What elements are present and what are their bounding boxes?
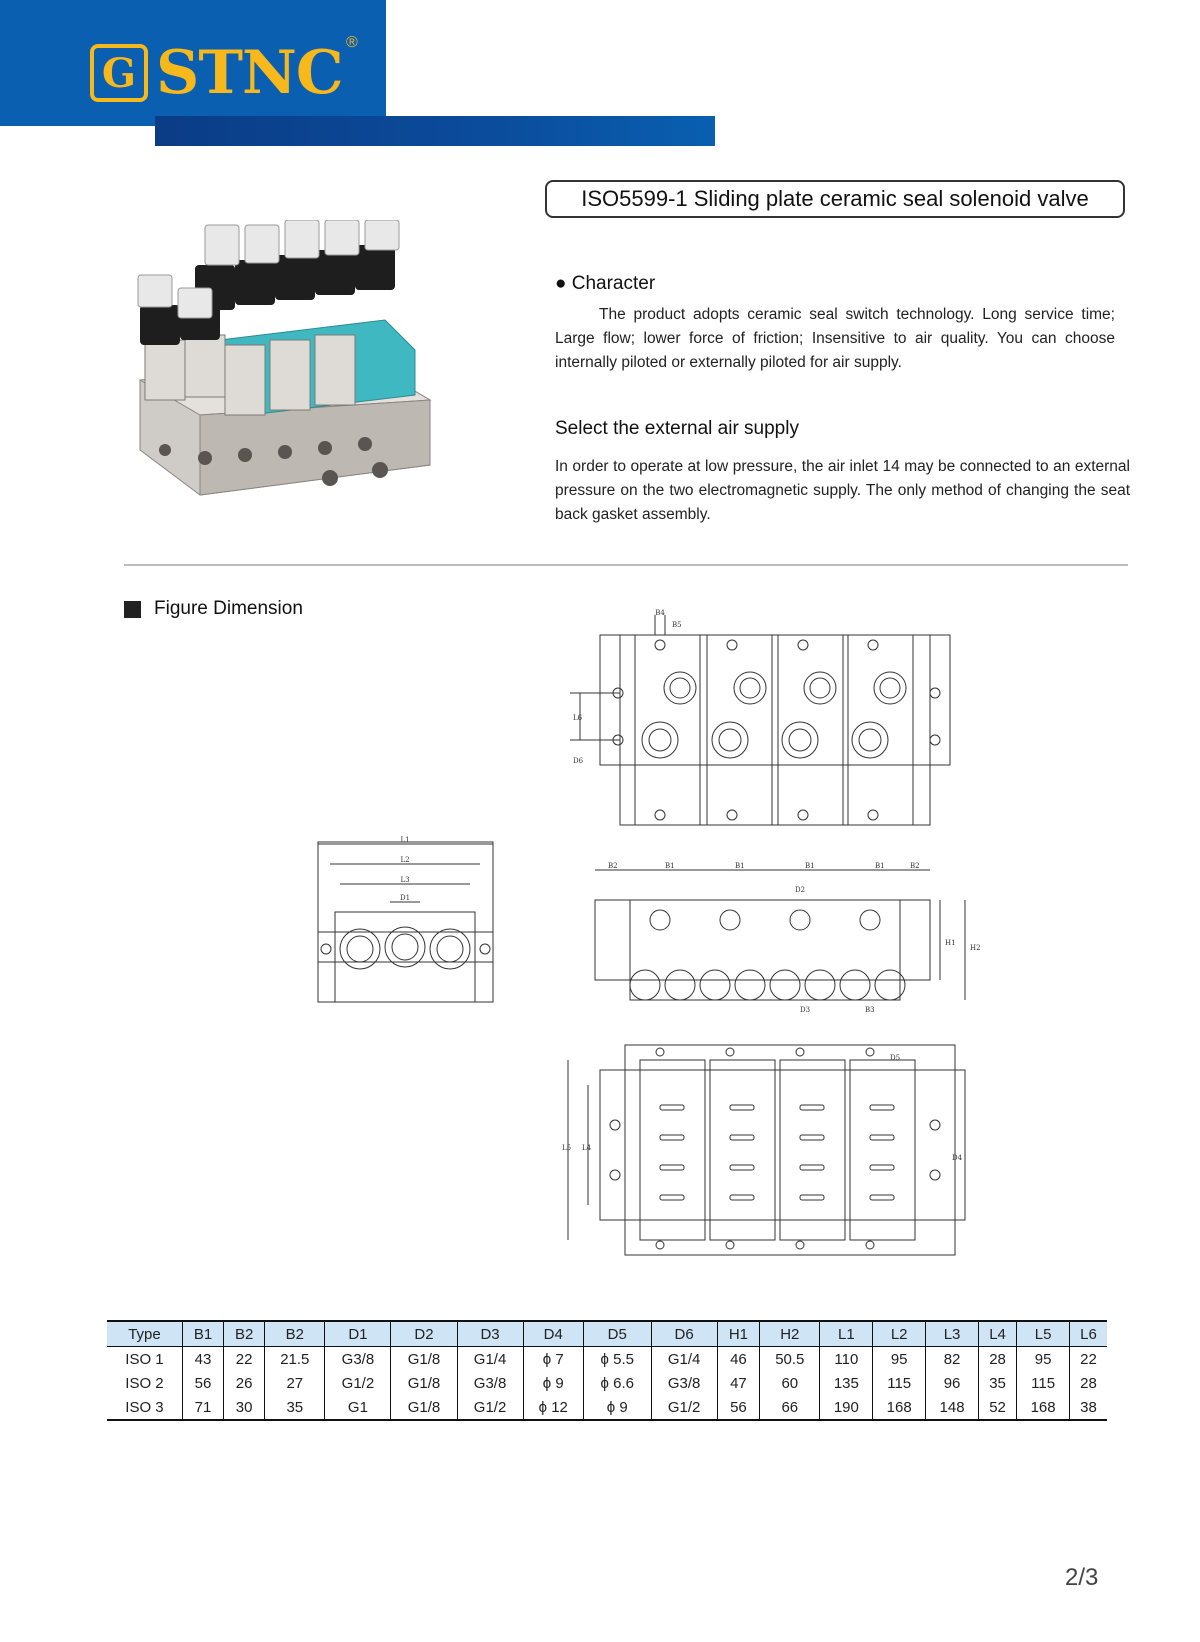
character-heading: ● Character [555, 273, 656, 294]
column-header: L4 [978, 1321, 1016, 1347]
external-supply-text: In order to operate at low pressure, the air inlet 14 may be connected to an external pressure on the two electromagnetic supply. The only method of changing the seat back gasket assembly. [555, 458, 1130, 523]
table-cell: 52 [978, 1395, 1016, 1420]
label-l4: L4 [582, 1144, 592, 1152]
table-cell: 95 [1017, 1347, 1070, 1372]
table-cell: 47 [717, 1371, 760, 1395]
table-cell: 96 [926, 1371, 979, 1395]
brand-name: STNC [156, 38, 343, 108]
column-header: D2 [391, 1321, 457, 1347]
table-cell: 21.5 [265, 1347, 325, 1372]
table-cell: G1/8 [391, 1371, 457, 1395]
label-l5: L5 [562, 1144, 572, 1152]
column-header: Type [107, 1321, 182, 1347]
table-cell: ϕ 6.6 [583, 1371, 651, 1395]
label-b1-c: B1 [805, 862, 815, 870]
column-header: L3 [926, 1321, 979, 1347]
table-body [107, 1347, 1107, 1421]
column-header: L2 [873, 1321, 926, 1347]
drawing-top-view [560, 605, 980, 830]
registered-mark: ® [346, 34, 358, 51]
label-l1: L1 [400, 836, 410, 844]
external-supply-heading: Select the external air supply [555, 418, 799, 439]
column-header: H1 [717, 1321, 760, 1347]
column-header: B1 [182, 1321, 223, 1347]
drawing-side-view [310, 832, 500, 1012]
drawing-bottom-view [560, 1040, 980, 1260]
label-b5: B5 [672, 621, 682, 629]
table-cell: 66 [760, 1395, 820, 1420]
table-cell: 35 [978, 1371, 1016, 1395]
table-row [107, 1347, 1107, 1372]
table-cell: G1/4 [457, 1347, 523, 1372]
table-cell: ISO 1 [125, 1350, 164, 1368]
table-cell: G1/4 [651, 1347, 717, 1372]
table-cell: 168 [873, 1395, 926, 1420]
table-cell: G3/8 [651, 1371, 717, 1395]
section-divider [124, 564, 1128, 566]
label-d6: D6 [573, 757, 584, 765]
table-cell: 168 [1017, 1395, 1070, 1420]
table-header-row [107, 1321, 1107, 1347]
table-cell: 71 [182, 1395, 223, 1420]
table-cell: 56 [182, 1371, 223, 1395]
column-header: D3 [457, 1321, 523, 1347]
column-header: L1 [820, 1321, 873, 1347]
label-l2: L2 [400, 856, 410, 864]
table-row [107, 1395, 1107, 1420]
label-b1-b: B1 [735, 862, 745, 870]
table-cell: ISO 2 [125, 1374, 164, 1392]
page-number: 2/3 [1065, 1564, 1099, 1591]
table-cell: ϕ 7 [523, 1347, 583, 1372]
table-cell: 135 [820, 1371, 873, 1395]
label-b4: B4 [655, 609, 665, 617]
table-cell: 35 [265, 1395, 325, 1420]
table-cell: 115 [873, 1371, 926, 1395]
label-b1-d: B1 [875, 862, 885, 870]
table-cell: 22 [224, 1347, 265, 1372]
table-cell: ISO 3 [107, 1395, 182, 1420]
table-cell: ϕ 9 [583, 1395, 651, 1420]
table-cell: 43 [182, 1347, 223, 1372]
label-l3: L3 [400, 876, 410, 884]
table-cell: 50.5 [760, 1347, 820, 1372]
dimension-table [107, 1320, 1107, 1421]
table-cell: 95 [873, 1347, 926, 1372]
table-cell: G1/2 [457, 1395, 523, 1420]
table-cell: 148 [926, 1395, 979, 1420]
table-cell: 110 [820, 1347, 873, 1372]
label-b2-right: B2 [910, 862, 920, 870]
column-header: H2 [760, 1321, 820, 1347]
table-cell: 28 [1070, 1371, 1107, 1395]
label-b3: B3 [865, 1006, 875, 1014]
table-cell: G1/2 [651, 1395, 717, 1420]
logo-mark-icon: G [90, 44, 148, 102]
table-cell: ϕ 12 [523, 1395, 583, 1420]
table-row [107, 1371, 1107, 1395]
label-h1: H1 [945, 939, 956, 947]
label-d3: D3 [800, 1006, 811, 1014]
table-cell: G1/8 [391, 1395, 457, 1420]
label-d2: D2 [795, 886, 806, 894]
column-header: D6 [651, 1321, 717, 1347]
table-cell: ϕ 5.5 [583, 1347, 651, 1372]
table-cell: 22 [1070, 1347, 1107, 1372]
brand-logo [90, 40, 343, 106]
table-cell: 82 [926, 1347, 979, 1372]
table-cell: 46 [717, 1347, 760, 1372]
table-cell: ϕ 9 [523, 1371, 583, 1395]
figure-heading [124, 598, 303, 620]
page-title: ISO5599-1 Sliding plate ceramic seal solenoid valve [545, 180, 1125, 218]
table-cell: G3/8 [325, 1347, 391, 1372]
column-header: D1 [325, 1321, 391, 1347]
table-cell: 30 [224, 1395, 265, 1420]
label-l6: L6 [573, 714, 583, 722]
label-b2-left: B2 [608, 862, 618, 870]
drawing-front-view [590, 860, 990, 1020]
column-header: B2 [265, 1321, 325, 1347]
table-cell: G1/8 [391, 1347, 457, 1372]
label-d5: D5 [890, 1054, 901, 1062]
square-bullet-icon [124, 601, 141, 618]
label-h2: H2 [970, 944, 981, 952]
column-header: B2 [224, 1321, 265, 1347]
table-cell: 190 [820, 1395, 873, 1420]
header-gradient-bar [155, 116, 715, 146]
table-cell: 56 [717, 1395, 760, 1420]
label-b1-a: B1 [665, 862, 675, 870]
table-cell: G3/8 [457, 1371, 523, 1395]
table-cell: G1/2 [325, 1371, 391, 1395]
table-cell: 28 [978, 1347, 1016, 1372]
table-cell: 26 [224, 1371, 265, 1395]
table-cell: 115 [1017, 1371, 1070, 1395]
table-cell: G1 [325, 1395, 391, 1420]
column-header: D4 [523, 1321, 583, 1347]
column-header: L5 [1017, 1321, 1070, 1347]
label-d4: D4 [952, 1154, 963, 1162]
table-cell: 60 [760, 1371, 820, 1395]
column-header: D5 [583, 1321, 651, 1347]
column-header: L6 [1070, 1321, 1107, 1347]
table-cell: 38 [1070, 1395, 1107, 1420]
character-text: The product adopts ceramic seal switch technology. Long service time; Large flow; lower force of friction; Insensitive to air quality. You can choose internally piloted or externally piloted for air supply. [555, 306, 1115, 371]
figure-heading-label: Figure Dimension [154, 598, 303, 619]
label-d1: D1 [399, 894, 411, 902]
product-photo [130, 220, 440, 510]
table-cell: 27 [265, 1371, 325, 1395]
